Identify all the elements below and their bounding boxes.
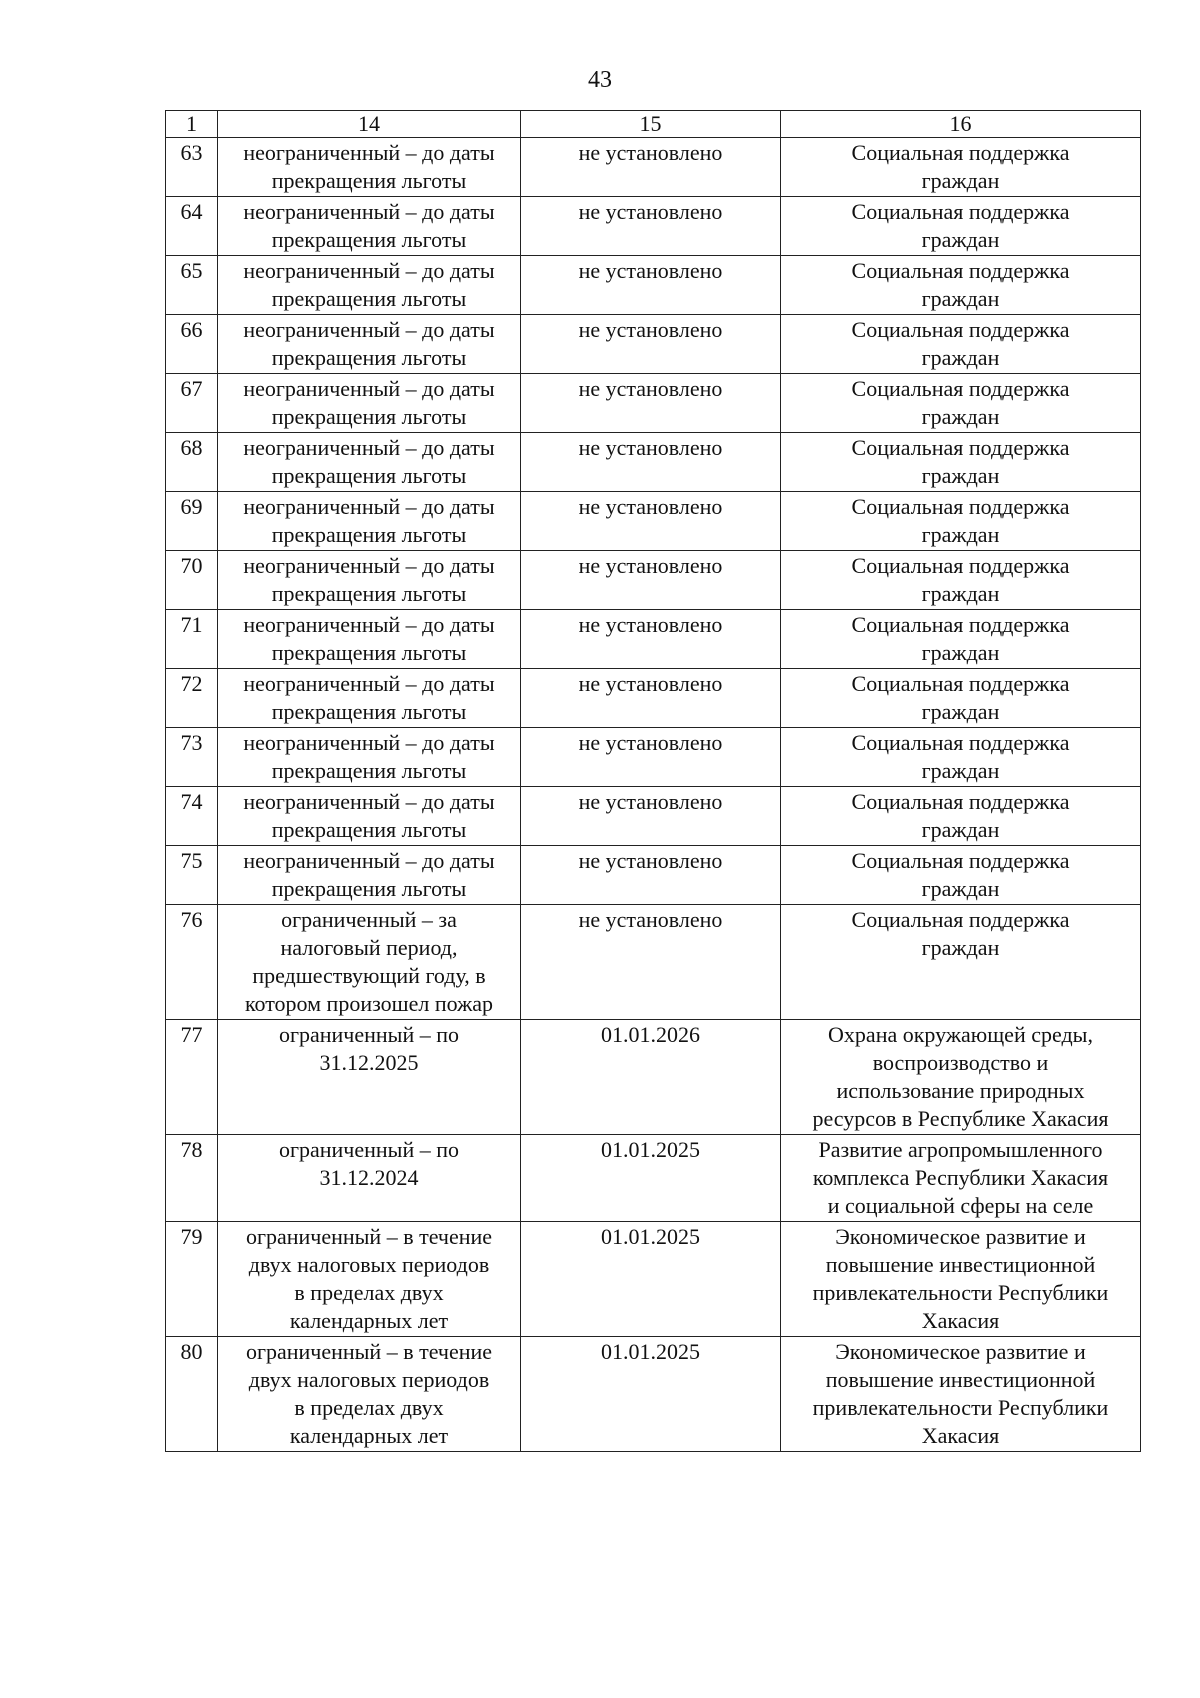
table-header-row	[166, 111, 1141, 138]
table-row	[166, 374, 1141, 433]
row-number-cell: 69	[166, 492, 218, 551]
end-date-cell: 01.01.2025	[521, 1135, 781, 1222]
table-row	[166, 787, 1141, 846]
end-date-cell: не установлено	[521, 787, 781, 846]
benefit-term-cell: неограниченный – до даты прекращения льготы	[218, 315, 521, 374]
state-program-cell: Социальная поддержка граждан	[781, 551, 1141, 610]
benefit-term-cell: ограниченный – за налоговый период, предшествующий году, в котором произошел пожар	[218, 905, 521, 1020]
state-program-cell: Социальная поддержка граждан	[781, 905, 1141, 1020]
page-number: 43	[588, 67, 612, 93]
state-program-cell: Социальная поддержка граждан	[781, 728, 1141, 787]
table-row	[166, 492, 1141, 551]
state-program-cell: Социальная поддержка граждан	[781, 669, 1141, 728]
table-row	[166, 551, 1141, 610]
state-program-cell: Социальная поддержка граждан	[781, 315, 1141, 374]
table-row	[166, 433, 1141, 492]
table-row	[166, 138, 1141, 197]
end-date-cell: не установлено	[521, 315, 781, 374]
benefit-term-cell: ограниченный – в течение двух налоговых периодов в пределах двух календарных лет	[218, 1222, 521, 1337]
state-program-cell: Социальная поддержка граждан	[781, 492, 1141, 551]
row-number-cell: 65	[166, 256, 218, 315]
column-header-16: 16	[781, 111, 1141, 138]
state-program-cell: Развитие агропромышленного комплекса Республики Хакасия и социальной сферы на селе	[781, 1135, 1141, 1222]
state-program-cell: Социальная поддержка граждан	[781, 374, 1141, 433]
row-number-cell: 63	[166, 138, 218, 197]
row-number-cell: 68	[166, 433, 218, 492]
benefit-term-cell: неограниченный – до даты прекращения льготы	[218, 610, 521, 669]
table-row	[166, 846, 1141, 905]
end-date-cell: не установлено	[521, 846, 781, 905]
end-date-cell: не установлено	[521, 256, 781, 315]
row-number-cell: 80	[166, 1337, 218, 1452]
state-program-cell: Социальная поддержка граждан	[781, 610, 1141, 669]
table-row	[166, 1337, 1141, 1452]
table-row	[166, 1135, 1141, 1222]
benefit-term-cell: ограниченный – в течение двух налоговых периодов в пределах двух календарных лет	[218, 1337, 521, 1452]
row-number-cell: 78	[166, 1135, 218, 1222]
benefit-term-cell: ограниченный – по 31.12.2025	[218, 1020, 521, 1135]
end-date-cell: не установлено	[521, 492, 781, 551]
column-header-15: 15	[521, 111, 781, 138]
state-program-cell: Экономическое развитие и повышение инвестиционной привлекательности Республики Хакасия	[781, 1222, 1141, 1337]
row-number-cell: 70	[166, 551, 218, 610]
state-program-cell: Экономическое развитие и повышение инвестиционной привлекательности Республики Хакасия	[781, 1337, 1141, 1452]
row-number-cell: 76	[166, 905, 218, 1020]
row-number-cell: 75	[166, 846, 218, 905]
column-header-14: 14	[218, 111, 521, 138]
row-number-cell: 74	[166, 787, 218, 846]
state-program-cell: Социальная поддержка граждан	[781, 197, 1141, 256]
row-number-cell: 79	[166, 1222, 218, 1337]
benefit-term-cell: неограниченный – до даты прекращения льготы	[218, 433, 521, 492]
end-date-cell: не установлено	[521, 728, 781, 787]
end-date-cell: не установлено	[521, 905, 781, 1020]
table-row	[166, 315, 1141, 374]
benefit-term-cell: неограниченный – до даты прекращения льготы	[218, 728, 521, 787]
row-number-cell: 66	[166, 315, 218, 374]
state-program-cell: Социальная поддержка граждан	[781, 256, 1141, 315]
row-number-cell: 72	[166, 669, 218, 728]
end-date-cell: 01.01.2025	[521, 1337, 781, 1452]
table-row	[166, 669, 1141, 728]
table-row	[166, 197, 1141, 256]
benefit-term-cell: неограниченный – до даты прекращения льготы	[218, 846, 521, 905]
table-row	[166, 256, 1141, 315]
benefit-term-cell: неограниченный – до даты прекращения льготы	[218, 197, 521, 256]
benefit-term-cell: неограниченный – до даты прекращения льготы	[218, 787, 521, 846]
state-program-cell: Социальная поддержка граждан	[781, 787, 1141, 846]
state-program-cell: Социальная поддержка граждан	[781, 138, 1141, 197]
end-date-cell: не установлено	[521, 197, 781, 256]
row-number-cell: 67	[166, 374, 218, 433]
end-date-cell: не установлено	[521, 138, 781, 197]
table-row	[166, 610, 1141, 669]
row-number-cell: 77	[166, 1020, 218, 1135]
table-row	[166, 1222, 1141, 1337]
table-body	[166, 138, 1141, 1452]
end-date-cell: не установлено	[521, 374, 781, 433]
state-program-cell: Социальная поддержка граждан	[781, 846, 1141, 905]
row-number-cell: 73	[166, 728, 218, 787]
end-date-cell: не установлено	[521, 551, 781, 610]
table-row	[166, 1020, 1141, 1135]
end-date-cell: не установлено	[521, 610, 781, 669]
state-program-cell: Охрана окружающей среды, воспроизводство и использование природных ресурсов в Республике Хакасия	[781, 1020, 1141, 1135]
row-number-cell: 64	[166, 197, 218, 256]
end-date-cell: не установлено	[521, 433, 781, 492]
benefit-term-cell: ограниченный – по 31.12.2024	[218, 1135, 521, 1222]
benefits-table	[165, 110, 1141, 1452]
row-number-cell: 71	[166, 610, 218, 669]
end-date-cell: 01.01.2025	[521, 1222, 781, 1337]
end-date-cell: не установлено	[521, 669, 781, 728]
benefit-term-cell: неограниченный – до даты прекращения льготы	[218, 256, 521, 315]
benefit-term-cell: неограниченный – до даты прекращения льготы	[218, 138, 521, 197]
state-program-cell: Социальная поддержка граждан	[781, 433, 1141, 492]
benefit-term-cell: неограниченный – до даты прекращения льготы	[218, 374, 521, 433]
benefit-term-cell: неограниченный – до даты прекращения льготы	[218, 669, 521, 728]
column-header-1: 1	[166, 111, 218, 138]
benefit-term-cell: неограниченный – до даты прекращения льготы	[218, 551, 521, 610]
end-date-cell: 01.01.2026	[521, 1020, 781, 1135]
table-row	[166, 728, 1141, 787]
table-row	[166, 905, 1141, 1020]
benefit-term-cell: неограниченный – до даты прекращения льготы	[218, 492, 521, 551]
